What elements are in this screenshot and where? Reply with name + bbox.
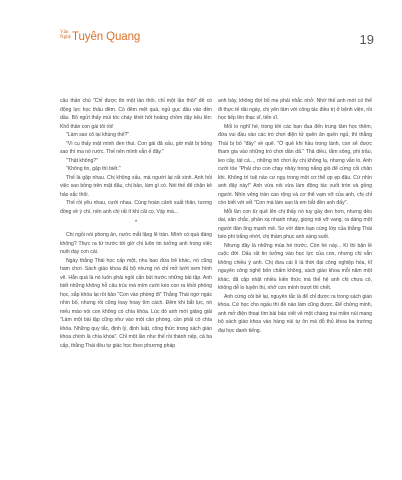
paragraph: Anh cứng cỏi bề lại, nguyên tắc là để chỉ được ra trong sách giáo khoa. Cứ học cho ngấu thì đề nào làm cũng được. Để chứng minh, anh mở điện thoại tìm bài báo viết về một chàng trai miền núi mang bộ sách giáo khoa vào hàng núi tự ôn mà đỗ thủ khoa ba trường đại học danh tiếng. [218,293,372,334]
paragraph: "Vì cụ thấy mặt mình đen thui. Con gái đã xấu, giờ mặt bị bỏng sao thì ma nó rước. Thế nên mình vẫn ế đây." [60,140,212,155]
paragraph: Thế là gặp nhau. Chị không xấu, mà người lại rất xinh. Anh hỏi việc sao bỏng trên mặt đâu, chị bảo, làm gì có. Nói thế để chặn kẻ hảo sắc thôi. [60,174,212,198]
paragraph: câu thần chú "Chỉ được thi một lần thôi, chỉ một lần thôi" để có động lực học thâu đêm. Có đêm mệt quá, ngủ gục đầu vào đèn dầu. Bố ngửi thấy mùi tóc cháy khét hốt hoảng chồm dậy kêu lên: Khổ thân con gái tôi rồi! [60,98,212,130]
logo-title: Tuyên Quang [72,31,141,43]
paragraph: "Thật không?" [66,157,98,164]
paragraph: anh bảy, không đợi bố mẹ phải nhắc nhở. Nhớ thế anh mới có thể đi thực tế dài ngày, chị yên tâm với công tác điều trị ở bệnh viện, rồi học tiếp lên thạc sĩ, tiến sĩ. [218,98,372,121]
right-text-column [218,97,372,335]
paragraph: Ngày thằng Thái học cấp một, nhu bao đứa trẻ khác, nó cũng ham chơi. Sách giáo khoa đủ bộ nhưng nó chỉ mở lướt xem hình vẽ. Hẳn quá là nó luôn phải ngồi cẩn bút trước những bài tập. Anh biết những không hỗ câu trúc mà mìm cười kéo con ra khỏi phòng học, sắp khóa lại rồi bảo "Con vào phòng đi" Thằng Thái ngơ ngác nhìn bố, nhưng rồi cũng loay hoay tìm cách. Đêm khi bắt lực, nó mếu máo nói con không có chìa khóa. Lúc đó anh mới giảng giải "Làm một bài tập cũng như vào một căn phòng, cần phải có chìa khóa. Những quy tắc, định lý, định luật, công thức trong sách giáo khoa chính là chìa khóa". Chỉ một lần như thế rồi thành nếp, cả ba cấp, thằng Thái đều tự giác học theo phương pháp [60,257,212,349]
paragraph: "Làm sao cô lại khùng thế?" [66,132,130,138]
page-number: 19 [359,32,374,47]
logo-small-text: Văn Nghệ [60,30,71,40]
paragraph: Mối lo nghĩ hè, trong khi các bạn đua đến trung tâm học thêm, đứa vui đầu vào các trò chơi điện tử quên ăn quên ngủ, thì thằng Thái bị bố "đày" về quê. "Ở quê khi hầu trong lành, con sẽ được tham gia vào những trò chơi dân dã." Thả diều, tắm sông, phi trâu, leo cây, tát cá..., những trò chơi ấy chị không lạ, nhưng vẫn lo. Anh cười tóe "Phải cho con chạy nhảy trong nắng gió để cứng cỏi chân khi. Không trì tuệ nào cư ngụ trong một cơ thể ọp ẹp đâu. Cứ nhìn anh đây này!" Anh vừa nói vừa làm động tác vuốt tròn và gồng người. Nhìn vẻng trán cao rộng và cơ thể vạm vỡ của anh, chị chỉ còn biết với vết "Con mà làm sao là em bắt đền anh đấy". [218,123,372,206]
section-separator: * [134,220,138,226]
paragraph: Thế rồi yêu nhau, cưới nhau. Cùng hoàn cảnh xuất thân, tương đồng về ý chí, nên anh chị rất ít khi cãi cọ. Vậy mà... [60,200,212,215]
page-header [0,0,402,60]
paragraph: "Không tin, gặp thì biết." [66,166,121,172]
paragraph: Nhưng đây là những mùa hè trước. Còn hè này... Kì thi bận lề cuộc đời. Dấu rất tin tưởng vào học lực của con, nhưng chị vẫn không chiều ý anh. Chị đưa cái lí là thời đại công nghiệp hóa, kĩ nguyên công nghệ bốn chấm không, sách giáo khoa mỗi năm một khác, đã cập nhật nhiều kiến thức mà thế hệ anh chị chưa có, không dễ lo luyện thi, nhỡ con mình trượt thì chết. [218,242,372,291]
left-text-column [60,97,212,350]
paragraph: Mỗi lần con từ quê lên chị thấy nó tuy gầy đen hơn, nhưng dẻo dai, săn chắc, phản xạ nhanh nhạy, giọng nói vỡ vang, ra dáng một người đàn ông mạnh mẽ. So với đám bạn cùng lớp của thằng Thái béo phì trắng nhớt, chị thầm phục anh sáng suốt. [218,208,372,240]
paragraph: Chị ngồi nói phong ân, nước mắt lặng lẽ tràn. Mình có quá đáng không? Thực ra từ trước tới giờ chị luôn tin tưởng anh trong việc nuôi dạy con cái. [60,232,212,255]
